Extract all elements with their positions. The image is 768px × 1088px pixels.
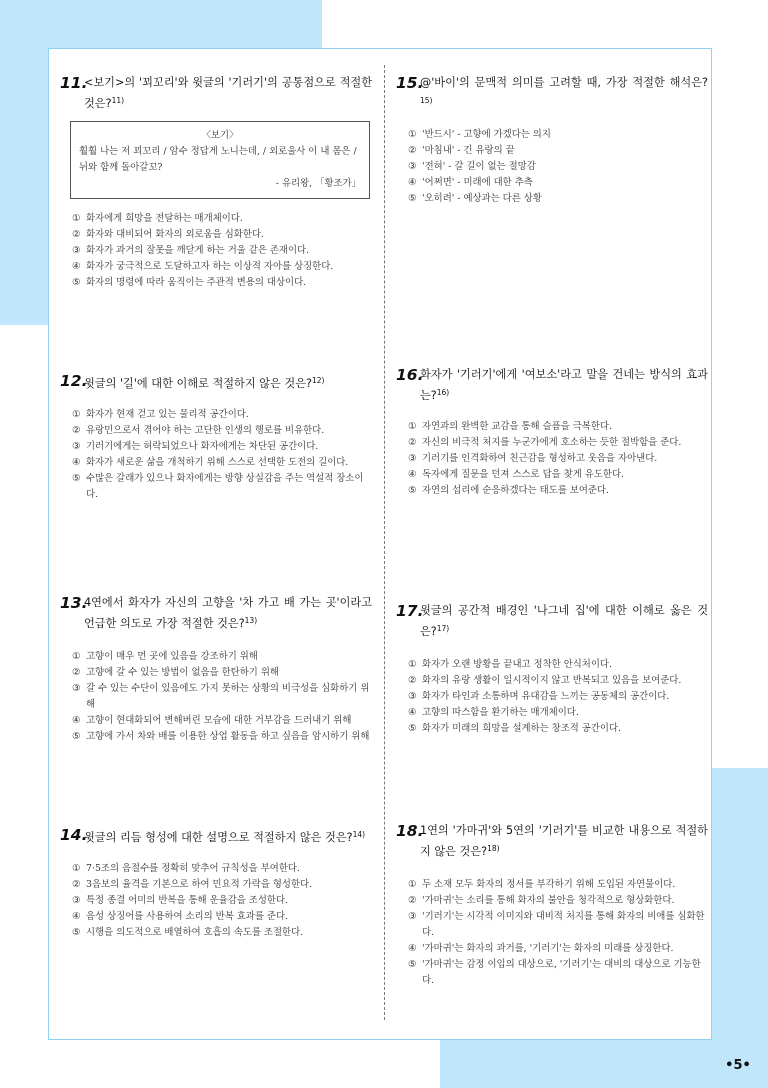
- choice-5[interactable]: ⑤ 화자의 명령에 따라 움직이는 주관적 변용의 대상이다.: [72, 277, 307, 288]
- corner-decoration-left: [0, 0, 48, 325]
- question-15: [396, 74, 708, 207]
- bogi-source: - 유리왕, 「황조가」: [275, 178, 361, 189]
- question-number: 16.: [396, 366, 424, 384]
- choice-4[interactable]: ④ 고향이 현대화되어 변해버린 모습에 대한 거부감을 드러내기 위해: [72, 715, 352, 726]
- choice-1[interactable]: ① 자연과의 완벽한 교감을 통해 슬픔을 극복한다.: [408, 421, 612, 432]
- choice-2[interactable]: ② 유랑민으로서 겪어야 하는 고단한 인생의 행로를 비유한다.: [72, 425, 325, 436]
- choice-list: [396, 419, 708, 499]
- choice-5[interactable]: ⑤ 시행을 의도적으로 배열하여 호흡의 속도를 조절한다.: [72, 927, 304, 938]
- choice-4[interactable]: ④ 고향의 따스함을 환기하는 매개체이다.: [408, 707, 579, 718]
- footnote-marker: 14): [352, 830, 366, 839]
- choice-list: [60, 211, 372, 291]
- choice-2[interactable]: ② 고향에 갈 수 있는 방법이 없음을 한탄하기 위해: [72, 667, 279, 678]
- choice-2[interactable]: ② '가마귀'는 소리를 통해 화자의 불안을 청각적으로 형상화한다.: [408, 895, 675, 906]
- choice-1[interactable]: ① 두 소재 모두 화자의 정서를 부각하기 위해 도입된 자연물이다.: [408, 879, 676, 890]
- question-12: [60, 372, 372, 503]
- bogi-title: 〈보기〉: [201, 130, 239, 141]
- question-18: [396, 822, 708, 989]
- choice-1[interactable]: ① 고향이 매우 먼 곳에 있음을 강조하기 위해: [72, 651, 258, 662]
- choice-3[interactable]: ③ 갈 수 있는 수단이 있음에도 가지 못하는 상황의 비극성을 심화하기 위해: [72, 683, 370, 710]
- bogi-box: [70, 121, 370, 199]
- question-17: [396, 602, 708, 737]
- question-number: 11.: [60, 74, 88, 92]
- question-number: 14.: [60, 826, 88, 844]
- column-divider: [384, 65, 385, 1020]
- choice-3[interactable]: ③ 화자가 과거의 잘못을 깨닫게 하는 거울 같은 존재이다.: [72, 245, 310, 256]
- question-stem: 화자가 '기러기'에게 '여보소'라고 말을 건네는 방식의 효과는?$^{16)}$: [420, 368, 708, 402]
- question-number: 12.: [60, 372, 88, 390]
- footnote-marker: 11): [111, 96, 125, 105]
- choice-4[interactable]: ④ '가마귀'는 화자의 과거를, '기러기'는 화자의 미래를 상징한다.: [408, 943, 674, 954]
- question-number: 17.: [396, 602, 424, 620]
- question-16: [396, 366, 708, 499]
- footnote-marker: 15): [420, 96, 433, 105]
- question-stem: 1연의 '가마귀'와 5연의 '기러기'를 비교한 내용으로 적절하지 않은 것은?$^{18)}$: [420, 824, 708, 858]
- choice-3[interactable]: ③ 기러기에게는 허락되었으나 화자에게는 차단된 공간이다.: [72, 441, 319, 452]
- choice-2[interactable]: ② 3음보의 율격을 기본으로 하여 민요적 가락을 형성한다.: [72, 879, 313, 890]
- choice-list: [396, 127, 708, 207]
- choice-list: [60, 861, 372, 941]
- question-stem: @'바이'의 문맥적 의미를 고려할 때, 가장 적절한 해석은?$^{15)}$: [420, 76, 708, 105]
- question-13: [60, 594, 372, 745]
- question-stem: <보기>의 '꾀꼬리'와 윗글의 '기러기'의 공통점으로 적절한 것은?$^{11)}$: [84, 76, 372, 110]
- question-14: [60, 826, 372, 941]
- footnote-marker: 16): [436, 388, 450, 397]
- question-number: 15.: [396, 74, 424, 92]
- choice-4[interactable]: ④ '어쩌면' - 미래에 대한 추측: [408, 177, 533, 188]
- page-number: •5•: [725, 1058, 751, 1073]
- choice-4[interactable]: ④ 화자가 궁극적으로 도달하고자 하는 이상적 자아를 상징한다.: [72, 261, 334, 272]
- choice-3[interactable]: ③ 화자가 타인과 소통하며 유대감을 느끼는 공동체의 공간이다.: [408, 691, 670, 702]
- choice-2[interactable]: ② 자신의 비극적 처지를 누군가에게 호소하는 듯한 절박함을 준다.: [408, 437, 682, 448]
- choice-5[interactable]: ⑤ '오히려' - 예상과는 다른 상황: [408, 193, 542, 204]
- choice-list: [60, 649, 372, 745]
- choice-1[interactable]: ① 화자에게 희망을 전달하는 매개체이다.: [72, 213, 243, 224]
- question-stem: 윗글의 '길'에 대한 이해로 적절하지 않은 것은?$^{12)}$: [84, 376, 325, 390]
- footnote-marker: 18): [487, 844, 500, 853]
- choice-3[interactable]: ③ 특정 종결 어미의 반복을 통해 운율감을 조성한다.: [72, 895, 288, 906]
- choice-2[interactable]: ② 화자와 대비되어 화자의 외로움을 심화한다.: [72, 229, 264, 240]
- choice-2[interactable]: ② 화자의 유랑 생활이 일시적이지 않고 반복되고 있음을 보여준다.: [408, 675, 682, 686]
- bogi-text: 훨훨 나는 저 꾀꼬리 / 암수 정답게 노니는데, / 외로울사 이 내 몸은 / 뉘와 함께 돌아갈꼬?: [79, 146, 357, 173]
- choice-list: [396, 657, 708, 737]
- choice-5[interactable]: ⑤ 자연의 섭리에 순응하겠다는 태도를 보여준다.: [408, 485, 609, 496]
- choice-1[interactable]: ① 7·5조의 음절수를 정확히 맞추어 규칙성을 부여한다.: [72, 863, 300, 874]
- choice-5[interactable]: ⑤ 수많은 갈래가 있으나 화자에게는 방향 상실감을 주는 역설적 장소이다.: [72, 473, 364, 500]
- choice-5[interactable]: ⑤ 고향에 가서 차와 배를 이용한 상업 활동을 하고 싶음을 암시하기 위해: [72, 731, 370, 742]
- question-stem: 윗글의 공간적 배경인 '나그네 집'에 대한 이해로 옳은 것은?$^{17)}$: [420, 604, 708, 638]
- choice-1[interactable]: ① 화자가 오랜 방황을 끝내고 정착한 안식처이다.: [408, 659, 612, 670]
- choice-3[interactable]: ③ '기러기'는 시각적 이미지와 대비적 처지를 통해 화자의 비애를 심화한다.: [408, 911, 705, 938]
- choice-5[interactable]: ⑤ '가마귀'는 감정 이입의 대상으로, '기러기'는 대비의 대상으로 기능한다.: [408, 959, 701, 986]
- choice-1[interactable]: ① 화자가 현재 걷고 있는 물리적 공간이다.: [72, 409, 249, 420]
- choice-5[interactable]: ⑤ 화자가 미래의 희망을 설계하는 창조적 공간이다.: [408, 723, 622, 734]
- choice-3[interactable]: ③ '전혀' - 갈 길이 없는 절망감: [408, 161, 536, 172]
- choice-4[interactable]: ④ 독자에게 질문을 던져 스스로 답을 찾게 유도한다.: [408, 469, 624, 480]
- question-11: [60, 74, 372, 291]
- footnote-marker: 13): [244, 616, 258, 625]
- choice-3[interactable]: ③ 기러기를 인격화하여 친근감을 형성하고 웃음을 자아낸다.: [408, 453, 658, 464]
- choice-2[interactable]: ② '마침내' - 긴 유랑의 끝: [408, 145, 515, 156]
- choice-list: [60, 407, 372, 503]
- question-number: 13.: [60, 594, 88, 612]
- corner-decoration-top: [0, 0, 322, 48]
- footnote-marker: 12): [311, 376, 325, 385]
- footnote-marker: 17): [436, 624, 450, 633]
- choice-4[interactable]: ④ 화자가 새로운 삶을 개척하기 위해 스스로 선택한 도전의 길이다.: [72, 457, 349, 468]
- choice-4[interactable]: ④ 음성 상징어를 사용하여 소리의 반복 효과를 준다.: [72, 911, 288, 922]
- question-stem: 윗글의 리듬 형성에 대한 설명으로 적절하지 않은 것은?$^{14)}$: [84, 830, 366, 844]
- choice-1[interactable]: ① '반드시' - 고향에 가겠다는 의지: [408, 129, 551, 140]
- question-stem: 4연에서 화자가 자신의 고향을 '차 가고 배 가는 곳'이라고 언급한 의도로 가장 적절한 것은?$^{13)}$: [84, 596, 372, 630]
- question-number: 18.: [396, 822, 424, 840]
- choice-list: [396, 877, 708, 989]
